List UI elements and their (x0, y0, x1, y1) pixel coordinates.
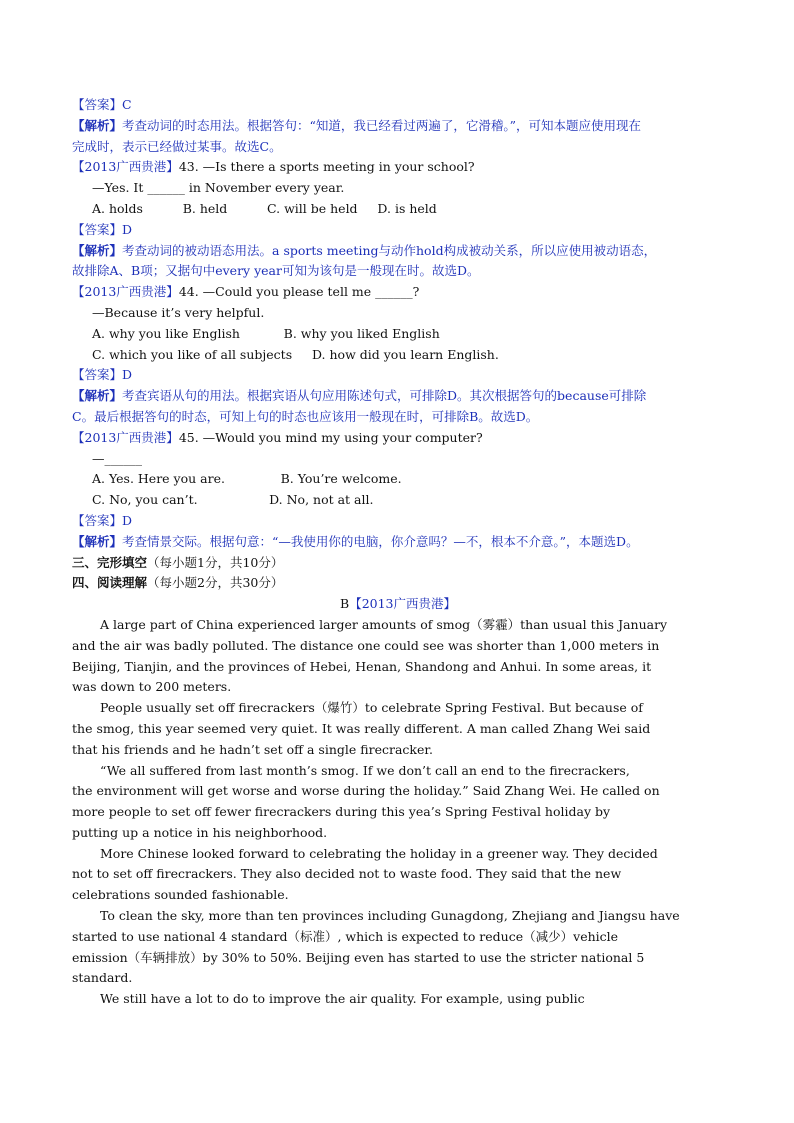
question-44-reply: —Because it’s very helpful. (92, 304, 265, 320)
question-44-options-2: C. which you like of all subjects D. how did you learn English. (92, 346, 499, 362)
passage-p1-line: A large part of China experienced larger amounts of smog（雾霾）than usual this January (100, 616, 668, 632)
passage-p1-line: was down to 200 meters. (72, 679, 232, 695)
passage-p2-line: People usually set off firecrackers（爆竹）to celebrate Spring Festival. But because of (100, 700, 643, 716)
passage-p4-line: More Chinese looked forward to celebrating the holiday in a greener way. They decided (100, 845, 658, 861)
section-4-heading: 四、阅读理解（每小题2分，共30分） (72, 575, 284, 591)
passage-paragraph-6 (72, 989, 724, 1010)
answer-42: 【答案】C (72, 97, 132, 112)
passage-p3-line: more people to set off fewer firecrackers during this yea’s Spring Festival holiday by (72, 804, 611, 820)
question-45-reply: —______ (92, 450, 142, 466)
passage-paragraph-2 (72, 698, 724, 760)
passage-p2-line: the smog, this year seemed very quiet. It was really different. A man called Zhang Wei said (72, 720, 651, 736)
analysis-45-line1: 【解析】考查情景交际。根据句意：“—我使用你的电脑，你介意吗？—不，根本不介意。”，本题选D。 (72, 533, 639, 549)
passage-p6-line: We still have a lot to do to improve the air quality. For example, using public (100, 991, 585, 1007)
section-3-heading: 三、完形填空（每小题1分，共10分） (72, 554, 284, 570)
passage-p3-line: putting up a notice in his neighborhood. (72, 824, 328, 840)
analysis-44-line1: 【解析】考查宾语从句的用法。根据宾语从句应用陈述句式，可排除D。其次根据答句的because可排除 (72, 388, 647, 404)
question-44-options-1: A. why you like English B. why you liked English (92, 325, 440, 341)
passage-p4-line: not to set off firecrackers. They also decided not to waste food. They said that the new (72, 866, 622, 882)
question-45-options-2: C. No, you can’t. D. No, not at all. (92, 492, 374, 508)
passage-paragraph-5 (72, 906, 724, 989)
passage-paragraph-3 (72, 761, 724, 844)
question-45-stem: 【2013广西贵港】45. —Would you mind my using your computer? (72, 429, 483, 445)
passage-p5-line: standard. (72, 970, 133, 986)
analysis-43-line1: 【解析】考查动词的被动语态用法。a sports meeting与动作hold构成被动关系，所以应使用被动语态， (72, 242, 657, 258)
document-page (72, 95, 724, 1010)
question-43-options: A. holds B. held C. will be held D. is held (92, 200, 437, 216)
passage-p5-line: started to use national 4 standard（标准）, which is expected to reduce（减少）vehicle (72, 928, 619, 944)
answer-43: 【答案】D (72, 221, 133, 237)
passage-p4-line: celebrations sounded fashionable. (72, 887, 289, 903)
answer-45: 【答案】D (72, 512, 133, 528)
analysis-44-line2: C。最后根据答句的时态，可知上句的时态也应该用一般现在时，可排除B。故选D。 (72, 408, 539, 424)
passage-p5-line: To clean the sky, more than ten provinces including Gunagdong, Zhejiang and Jiangsu have (100, 908, 680, 924)
passage-paragraph-1 (72, 615, 724, 698)
passage-p2-line: that his friends and he hadn’t set off a single firecracker. (72, 741, 433, 757)
analysis-43-line2: 故排除A、B项；又据句中every year可知为该句是一般现在时。故选D。 (72, 263, 480, 279)
analysis-42-line1: 【解析】考查动词的时态用法。根据答句：“知道，我已经看过两遍了，它滑稽。”，可知本题应使用现在 (72, 117, 642, 133)
question-45-options-1: A. Yes. Here you are. B. You’re welcome. (92, 471, 402, 487)
question-43-reply: —Yes. It ______ in November every year. (92, 180, 345, 196)
answer-44: 【答案】D (72, 367, 133, 383)
passage-p3-line: “We all suffered from last month’s smog. If we don’t call an end to the firecrackers, (100, 762, 630, 778)
passage-p1-line: Beijing, Tianjin, and the provinces of Hebei, Henan, Shandong and Anhui. In some areas, it (72, 658, 652, 674)
passage-p5-line: emission（车辆排放）by 30% to 50%. Beijing even has started to use the stricter national 5 (72, 949, 645, 965)
analysis-42-line2: 完成时，表示已经做过某事。故选C。 (72, 138, 282, 154)
passage-p3-line: the environment will get worse and worse during the holiday.” Said Zhang Wei. He called on (72, 783, 660, 799)
passage-paragraph-4 (72, 844, 724, 906)
question-44-stem: 【2013广西贵港】44. —Could you please tell me ______? (72, 284, 420, 300)
passage-heading: B【2013广西贵港】 (340, 596, 456, 612)
question-43-stem: 【2013广西贵港】43. —Is there a sports meeting in your school? (72, 159, 475, 175)
passage-p1-line: and the air was badly polluted. The distance one could see was shorter than 1,000 meters in (72, 637, 660, 653)
